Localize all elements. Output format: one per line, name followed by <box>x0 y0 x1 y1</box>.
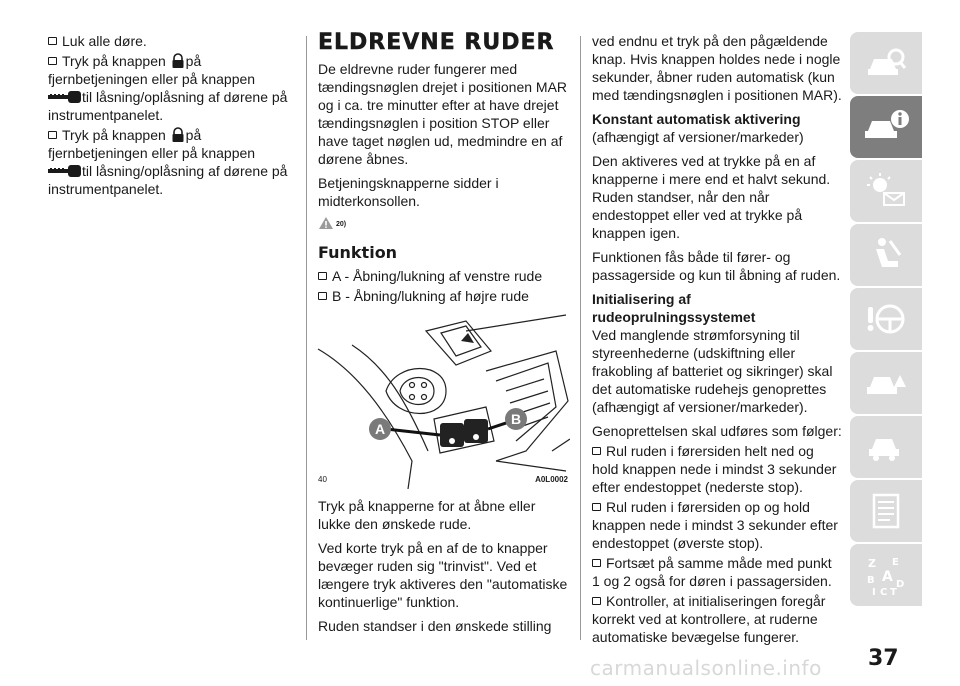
bullet-text: Luk alle døre. <box>62 33 147 49</box>
tab-servicing[interactable] <box>850 416 922 478</box>
checkbox-bullet-icon <box>592 559 601 567</box>
page-number: 37 <box>868 646 899 671</box>
column-2 <box>318 32 568 641</box>
paragraph: Tryk på knapperne for at åbne eller lukke den ønskede rude. <box>318 498 536 532</box>
warning-lights-icon <box>864 171 908 211</box>
bullet-item <box>592 554 842 590</box>
bullet-item <box>592 498 842 552</box>
paragraph: Funktionen fås både til fører- og passagerside og kun til åbning af ruden. <box>592 249 841 283</box>
heading-initialisation: Initialisering af rudeoprulningssystemet <box>592 291 756 325</box>
car-magnifier-icon <box>864 43 908 83</box>
callout-a: A <box>374 421 386 437</box>
tab-in-emergency[interactable] <box>850 352 922 414</box>
bullet-text: til låsning/oplåsning af dørene på instrumentpanelet. <box>48 163 288 197</box>
bullet-item <box>318 287 568 305</box>
warning-reference <box>318 216 568 236</box>
car-service-icon <box>864 427 908 467</box>
car-breakdown-icon <box>864 363 908 403</box>
data-sheet-icon <box>864 491 908 531</box>
tab-knowing-instrument-panel[interactable] <box>850 96 922 158</box>
checkbox-bullet-icon <box>318 292 327 300</box>
bullet-lock-button-1 <box>48 52 294 124</box>
paragraph: Genoprettelsen skal udføres som følger: <box>592 423 842 439</box>
bullet-text: på fjernbetjeningen eller på knappen <box>48 53 256 87</box>
column-1 <box>48 32 294 200</box>
console-illustration <box>316 311 570 489</box>
callout-b: B <box>510 411 522 427</box>
svg-text:B: B <box>867 575 875 586</box>
svg-text:E: E <box>892 557 899 568</box>
checkbox-bullet-icon <box>592 503 601 511</box>
intro-paragraph: Betjeningsknapperne sidder i midterkonsollen. <box>318 175 499 209</box>
steering-wheel-icon <box>864 299 908 339</box>
bullet-lock-button-2 <box>48 126 294 198</box>
column-divider <box>580 36 581 640</box>
heading-constant-auto: Konstant automatisk aktivering <box>592 111 801 127</box>
lock-icon <box>170 53 186 69</box>
paragraph: (afhængigt af versioner/markeder) <box>592 129 804 145</box>
bullet-text: A - Åbning/lukning af venstre rude <box>332 268 543 284</box>
tab-warning-lights[interactable] <box>850 160 922 222</box>
svg-text:C: C <box>880 587 888 597</box>
column-divider <box>306 36 307 640</box>
warning-triangle-icon <box>318 216 334 230</box>
key-icon <box>48 165 82 177</box>
paragraph: Ved manglende strømforsyning til styreenhederne (udskiftning eller frakobling af batteriet og sikringer) skal det automatiske rudehejs genoprettes (afhængigt af versioner/markeder). <box>592 327 833 415</box>
key-icon <box>48 91 82 103</box>
checkbox-bullet-icon <box>592 597 601 605</box>
bullet-text: Rul ruden i førersiden op og hold knappen nede i mindst 3 sekunder efter endestoppet (øverste stop). <box>592 499 838 551</box>
figure-number: 40 <box>318 475 327 484</box>
bullet-text: Fortsæt på samme måde med punkt 1 og 2 også for døren i passagersiden. <box>592 555 832 589</box>
car-info-icon <box>862 107 910 147</box>
checkbox-bullet-icon <box>48 131 57 139</box>
column-3 <box>592 32 842 648</box>
paragraph: Ruden standser i den ønskede stilling <box>318 618 552 634</box>
section-heading: ELDREVNE RUDER <box>318 30 555 55</box>
bullet-text: Rul ruden i førersiden helt ned og hold knappen nede i mindst 3 sekunder efter endestoppet (nederste stop). <box>592 443 837 495</box>
bullet-close-doors <box>48 32 294 50</box>
bullet-text: Tryk på knappen <box>62 53 166 69</box>
svg-text:A: A <box>882 569 893 585</box>
paragraph: ved endnu et tryk på den pågældende knap. Hvis knappen holdes nede i nogle sekunder, åbner ruden automatisk (kun med tændingsnøglen i positionen MAR). <box>592 33 842 103</box>
paragraph: Ved korte tryk på en af de to knapper bevæger ruden sig "trinvist". Ved et længere tryk aktiveres den "automatiske kontinuerlige" funktion. <box>318 540 568 610</box>
checkbox-bullet-icon <box>592 447 601 455</box>
checkbox-bullet-icon <box>48 57 57 65</box>
seat-airbag-icon <box>864 235 908 275</box>
lock-icon <box>170 127 186 143</box>
svg-text:D: D <box>896 579 905 590</box>
tab-safety[interactable] <box>850 224 922 286</box>
tab-getting-to-know-car[interactable] <box>850 32 922 94</box>
bullet-text: B - Åbning/lukning af højre rude <box>332 288 529 304</box>
paragraph: Den aktiveres ved at trykke på en af knapperne i mere end et halvt sekund. Ruden standser, når den når endestoppet eller ved at trykke på knappen igen. <box>592 153 831 241</box>
checkbox-bullet-icon <box>48 37 57 45</box>
bullet-text: på fjernbetjeningen eller på knappen <box>48 127 256 161</box>
figure-window-switches <box>316 311 570 489</box>
tab-index[interactable] <box>850 544 922 606</box>
svg-text:I: I <box>872 587 876 597</box>
svg-text:Z: Z <box>868 557 876 570</box>
alphabetical-index-icon <box>864 553 908 597</box>
tab-starting-driving[interactable] <box>850 288 922 350</box>
figure-code: A0L0002 <box>535 475 568 484</box>
bullet-text: til låsning/oplåsning af dørene på instrumentpanelet. <box>48 89 288 123</box>
tab-technical-data[interactable] <box>850 480 922 542</box>
bullet-text: Tryk på knappen <box>62 127 166 143</box>
subheading-funktion: Funktion <box>318 243 398 262</box>
intro-paragraph: De eldrevne ruder fungerer med tændingsnøglen drejet i positionen MAR og i ca. tre minutter efter at have drejet tændingsnøglen i position STOP eller have taget nøglen ud, medmindre en af dørene åbnes. <box>318 61 568 167</box>
bullet-text: Kontroller, at initialiseringen foregår korrekt ved at kontrollere, at ruderne automatiske bevægelse fungerer. <box>592 593 826 645</box>
watermark: carmanualsonline.info <box>590 656 822 680</box>
bullet-item <box>592 442 842 496</box>
warning-ref-number: 20) <box>336 221 347 228</box>
svg-text:T: T <box>890 587 897 597</box>
bullet-item <box>318 267 568 285</box>
bullet-item <box>592 592 842 646</box>
checkbox-bullet-icon <box>318 272 327 280</box>
chapter-tabs <box>850 32 922 608</box>
